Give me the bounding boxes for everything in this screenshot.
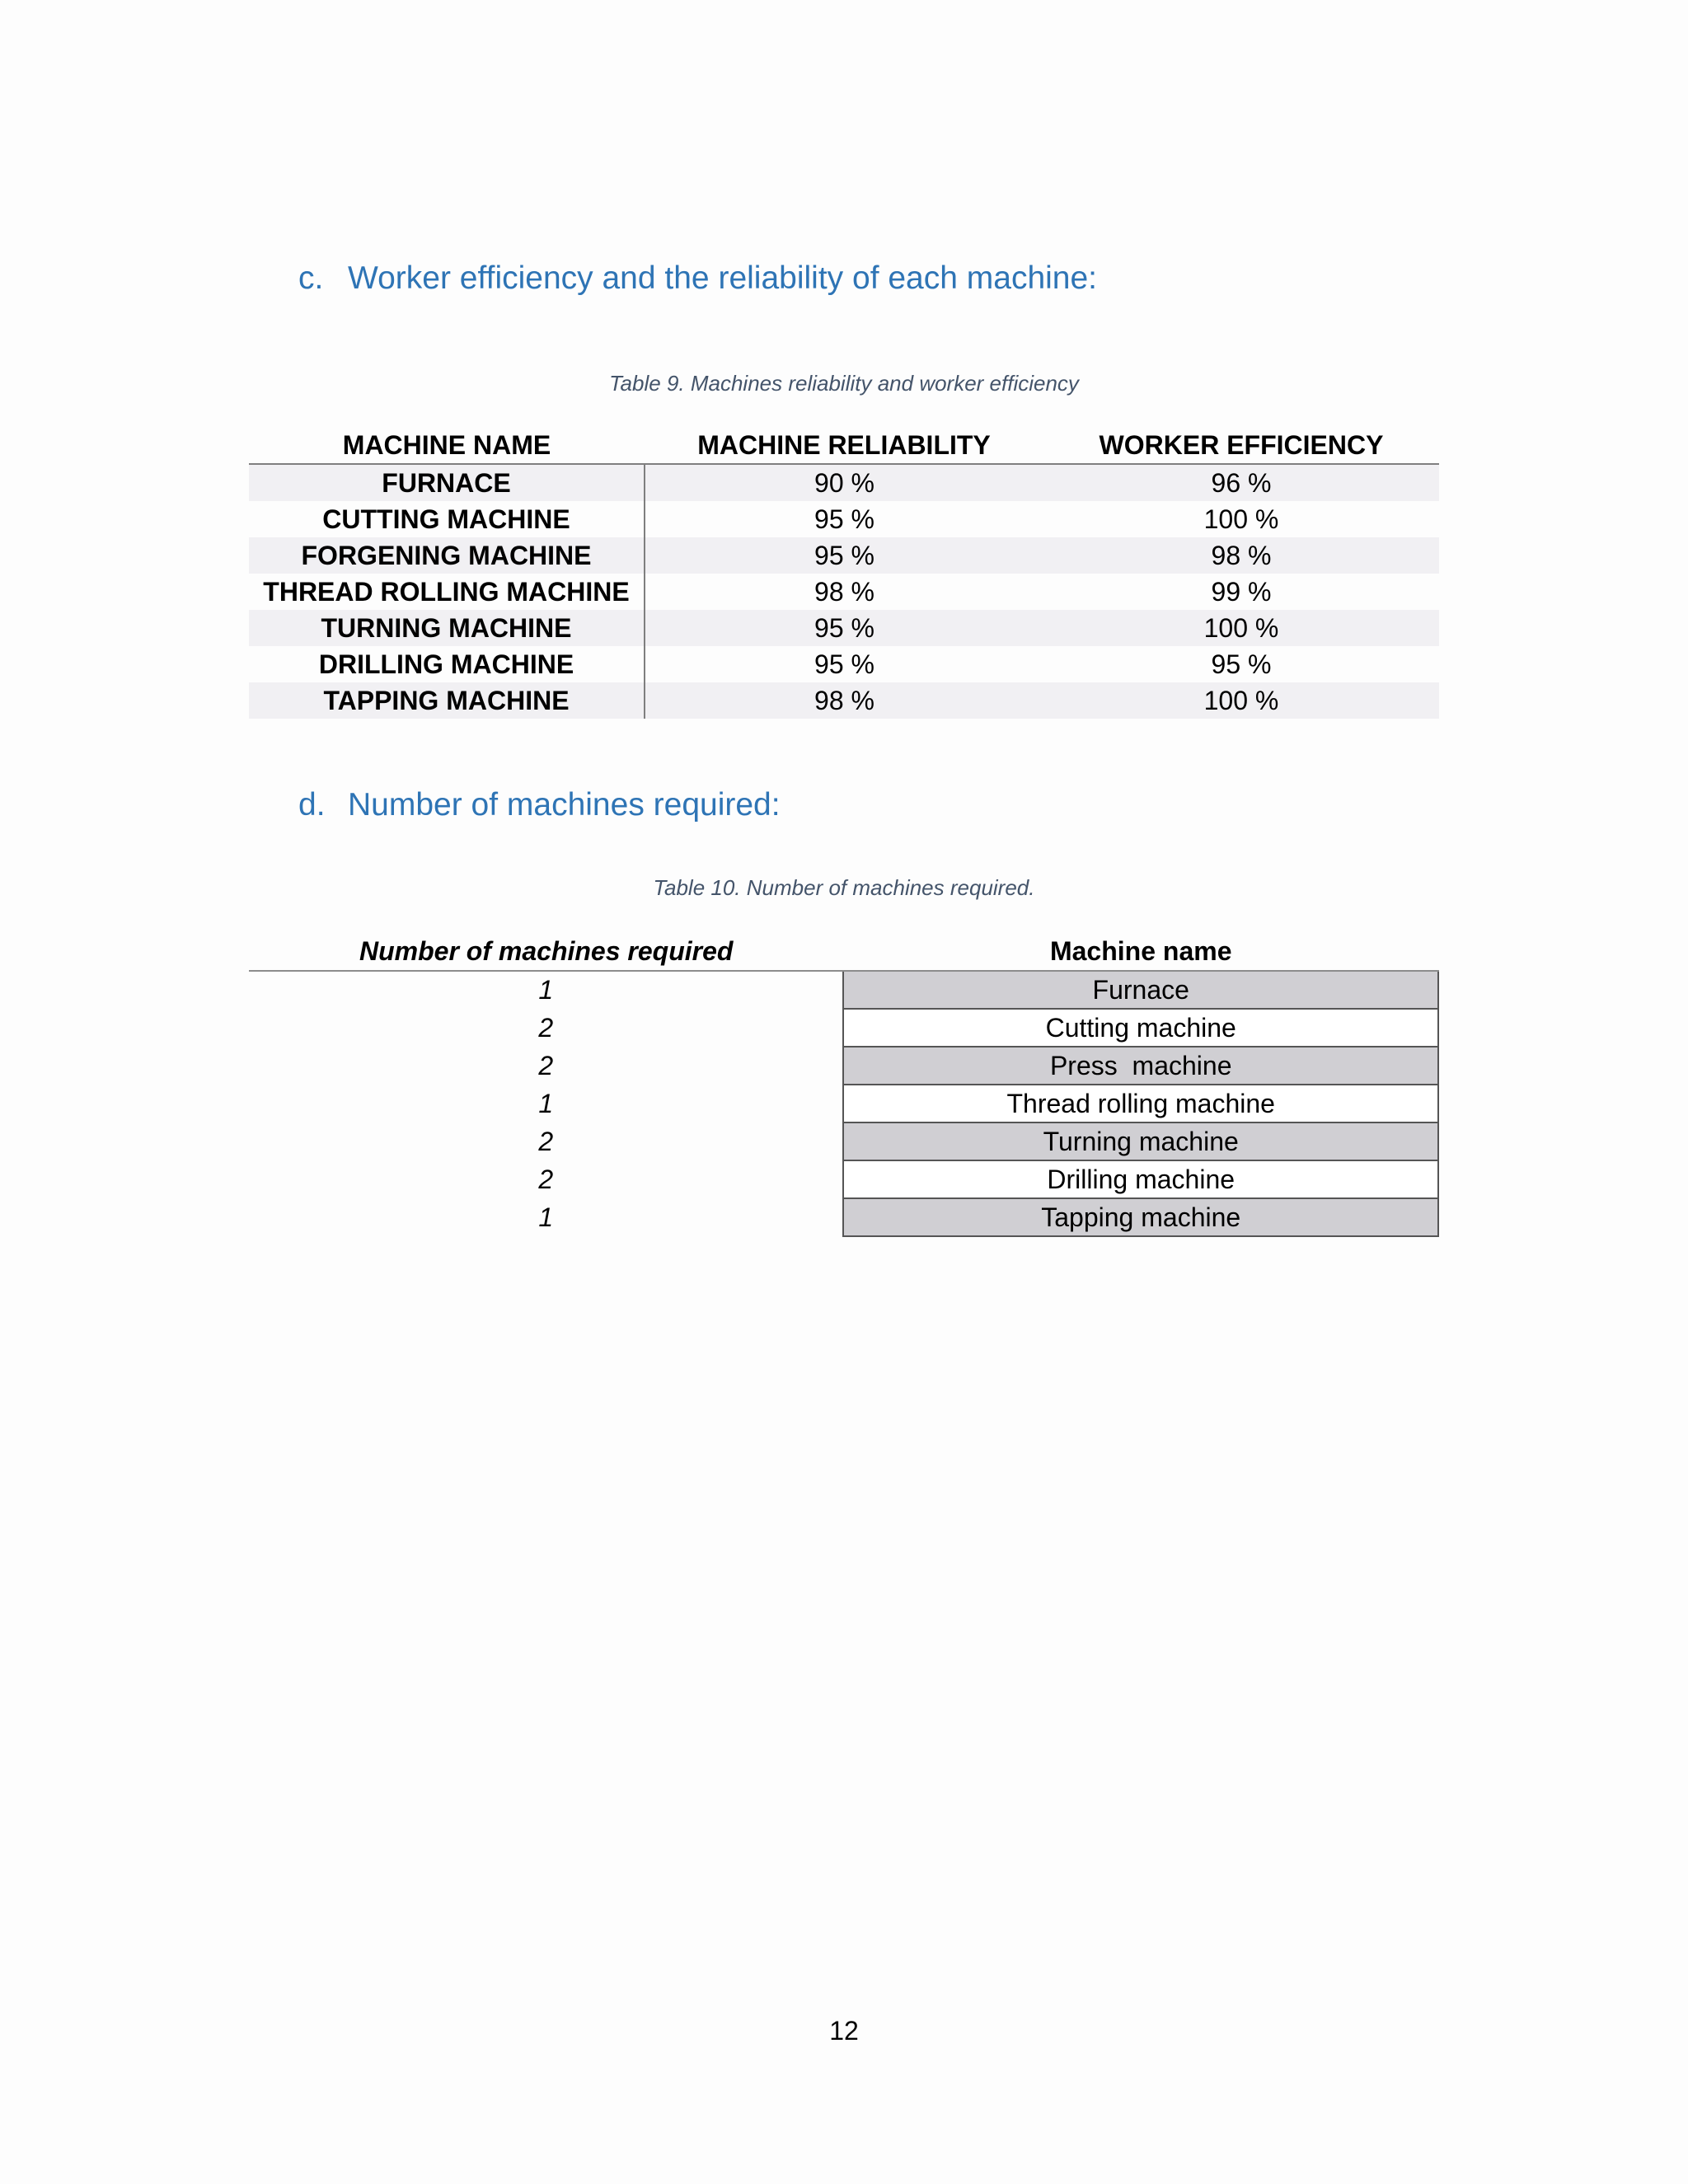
machine-name-cell: FORGENING MACHINE <box>249 537 645 574</box>
machine-name-cell: Drilling machine <box>843 1160 1438 1198</box>
count-cell: 1 <box>538 1088 554 1118</box>
table-row <box>249 1085 1438 1122</box>
table-row <box>249 464 1439 501</box>
table-header-row <box>249 932 1438 971</box>
table-row <box>249 646 1439 682</box>
machine-name-cell: CUTTING MACHINE <box>249 501 645 537</box>
efficiency-cell: 96 % <box>1043 464 1439 501</box>
reliability-cell: 98 % <box>814 576 874 607</box>
count-cell: 2 <box>538 1050 554 1080</box>
efficiency-cell: 95 % <box>1211 649 1272 679</box>
header-worker-efficiency: WORKER EFFICIENCY <box>1043 427 1439 464</box>
reliability-cell: 95 % <box>645 610 1043 646</box>
table-row <box>249 537 1439 574</box>
reliability-cell: 90 % <box>645 464 1043 501</box>
table-row <box>249 1009 1438 1047</box>
machine-name-cell: Turning machine <box>843 1122 1438 1160</box>
count-cell: 1 <box>538 1202 554 1232</box>
section-d-letter: d. <box>298 787 326 823</box>
efficiency-cell: 100 % <box>1043 610 1439 646</box>
section-d-title: Number of machines required: <box>348 787 781 823</box>
table-row <box>249 574 1439 610</box>
section-c-heading <box>298 260 1097 297</box>
page-number: 12 <box>829 2016 859 2046</box>
count-cell: 2 <box>538 1012 554 1043</box>
machine-name-cell: Press machine <box>843 1047 1438 1085</box>
table-row <box>249 1160 1438 1198</box>
machine-name-cell: FURNACE <box>249 464 645 501</box>
machine-name-cell: Cutting machine <box>843 1009 1438 1047</box>
machine-name-cell: Furnace <box>843 971 1438 1009</box>
table-10-caption: Table 10. Number of machines required. <box>653 875 1035 900</box>
efficiency-cell: 100 % <box>1203 504 1279 534</box>
machine-name-cell: DRILLING MACHINE <box>249 646 645 682</box>
machine-name-cell: TAPPING MACHINE <box>249 682 645 719</box>
machine-reliability-table <box>249 427 1439 719</box>
machines-required-table <box>249 932 1439 1237</box>
machine-name-cell: TURNING MACHINE <box>249 610 645 646</box>
reliability-cell: 95 % <box>814 649 874 679</box>
header-machine-name: MACHINE NAME <box>249 427 645 464</box>
table-9-caption: Table 9. Machines reliability and worker efficiency <box>609 371 1079 396</box>
section-c-title: Worker efficiency and the reliability of each machine: <box>348 260 1098 296</box>
machine-name-cell: Thread rolling machine <box>843 1085 1438 1122</box>
header-machine-reliability: MACHINE RELIABILITY <box>645 427 1043 464</box>
header-machine-name: Machine name <box>843 932 1438 971</box>
table-header-row <box>249 427 1439 464</box>
count-cell: 1 <box>538 975 554 1005</box>
reliability-cell: 95 % <box>814 504 874 534</box>
section-d-heading <box>298 787 781 823</box>
table-row <box>249 501 1439 537</box>
header-number-required: Number of machines required <box>249 932 843 971</box>
count-cell: 2 <box>538 1164 554 1194</box>
table-row <box>249 971 1438 1009</box>
machine-name-cell: THREAD ROLLING MACHINE <box>249 574 645 610</box>
efficiency-cell: 98 % <box>1043 537 1439 574</box>
machine-name-cell: Tapping machine <box>843 1198 1438 1236</box>
reliability-cell: 95 % <box>645 537 1043 574</box>
table-row <box>249 682 1439 719</box>
table-row <box>249 610 1439 646</box>
table-row <box>249 1122 1438 1160</box>
efficiency-cell: 99 % <box>1211 576 1272 607</box>
count-cell: 2 <box>538 1126 554 1156</box>
section-c-letter: c. <box>298 260 324 296</box>
reliability-cell: 98 % <box>645 682 1043 719</box>
efficiency-cell: 100 % <box>1043 682 1439 719</box>
table-row <box>249 1047 1438 1085</box>
table-row <box>249 1198 1438 1236</box>
